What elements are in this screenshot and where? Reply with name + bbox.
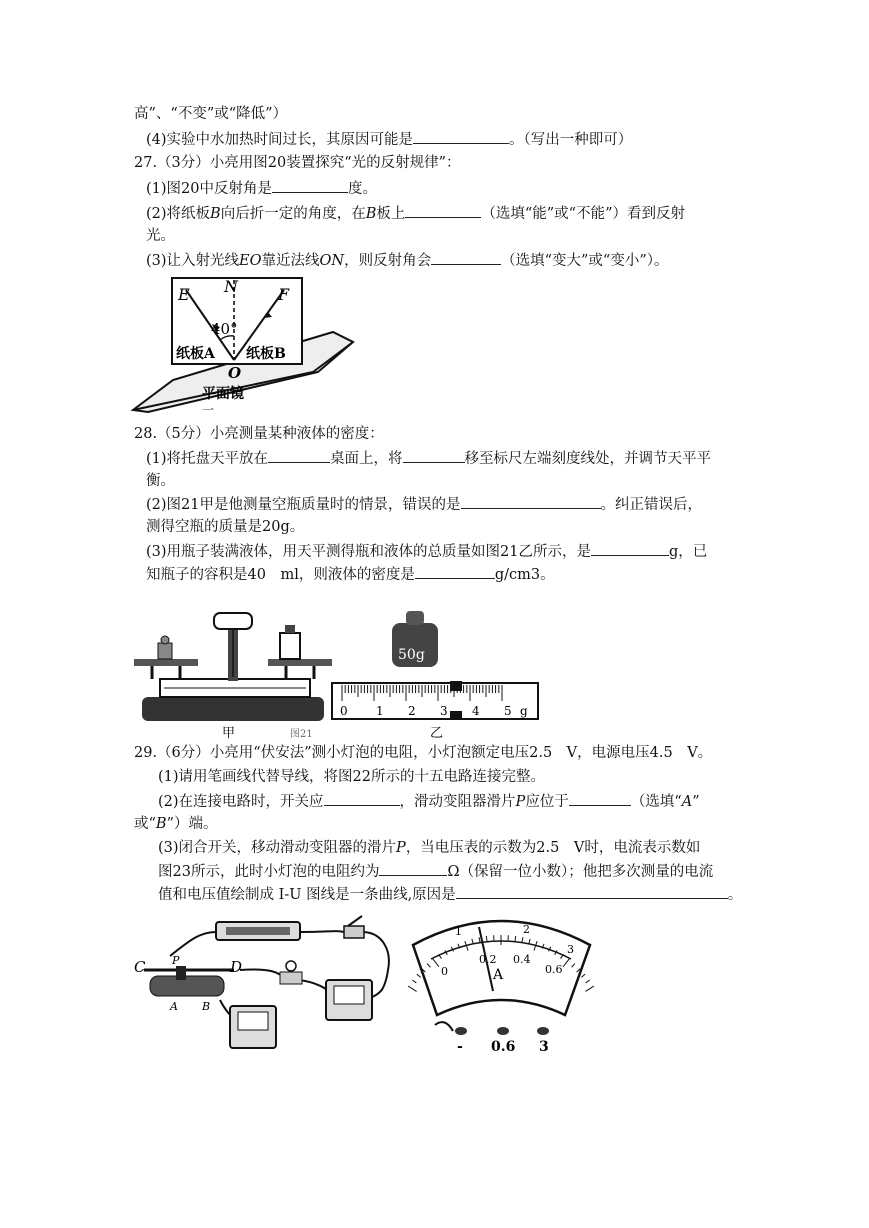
q27-p2-text-e: 板上 <box>376 206 406 222</box>
tick-label-4: 4 <box>472 704 480 718</box>
mirror-label: 平面镜 <box>202 386 244 402</box>
q29-p2-cont-a: 或“ <box>134 816 156 832</box>
lamp-holder <box>280 972 302 984</box>
meter-tick <box>585 986 593 991</box>
q28-p2-text-a: (2)图21甲是他测量空瓶质量时的情景，错误的是 <box>146 497 461 513</box>
q28-part3-cont <box>146 564 555 585</box>
q27-p3-text-a: (3)让入射光线 <box>146 253 240 269</box>
bottom-scale-04: 0.4 <box>513 953 531 966</box>
top-scale-1: 1 <box>455 925 462 938</box>
q27-p1-text: (1)图20中反射角是 <box>146 181 272 197</box>
q27-p2-text-a: (2)将纸板 <box>146 206 211 222</box>
bottom-scale-06: 0.6 <box>545 963 563 976</box>
label-yi: 乙 <box>430 726 444 740</box>
meter-tick <box>486 936 487 941</box>
q28-p3-cont-a: 知瓶子的容积是40 ml，则液体的密度是 <box>146 567 415 583</box>
caption-fragment: 图21 <box>290 729 313 740</box>
q27-p2-text-f: （选填“能”或“不能”）看到反射 <box>481 206 686 222</box>
q29-p2-text-a: (2)在连接电路时，开关应 <box>158 794 324 810</box>
q29-p2-cont-var-b: B <box>155 816 167 832</box>
terminal-label-3: 3 <box>539 1039 549 1055</box>
answer-blank[interactable] <box>456 884 728 899</box>
balance-dial <box>214 613 252 629</box>
board-a-label: 纸板A <box>176 346 215 362</box>
q29-part2-cont <box>134 814 218 834</box>
meter-tick <box>515 936 516 941</box>
terminal-3[interactable] <box>537 1027 549 1035</box>
q29-p2-text-d: 应位于 <box>525 794 569 810</box>
q27-p3-text-c: 靠近法线 <box>261 253 320 269</box>
q29-part3 <box>158 838 700 858</box>
q29-part3-line2 <box>158 861 713 882</box>
q29-p3-text-c: ，当电压表的示数为2.5 V时，电流表示数如 <box>405 840 701 856</box>
q28-p3-text-b: g，已 <box>669 544 708 560</box>
rheostat-slider[interactable] <box>176 966 186 980</box>
meter-tick <box>586 980 590 983</box>
meter-tick <box>581 974 585 977</box>
bottom-scale-0: 0 <box>441 965 448 978</box>
q28-p2-text-b: 。纠正错误后， <box>600 497 702 513</box>
q29-p3-l3-a: 值和电压值绘制成 I-U 图线是一条曲线,原因是 <box>158 887 456 903</box>
q29-heading: 29.（6分）小亮用“伏安法”测小灯泡的电阻，小灯泡额定电压2.5 V，电源电压4.5 V。 <box>134 745 713 761</box>
q28-p3-cont-b: g/cm3。 <box>494 567 555 583</box>
q27-part2-cont: 光。 <box>146 228 175 244</box>
tick-label-0: 0 <box>340 704 348 718</box>
figure-21-balance <box>130 605 550 740</box>
q29-p2-text-b: ，滑动变阻器滑片 <box>399 794 516 810</box>
q29-part3-line3 <box>158 884 742 905</box>
q28-part1-cont: 衡。 <box>146 473 175 489</box>
answer-blank[interactable] <box>324 791 400 806</box>
switch[interactable] <box>344 926 364 938</box>
q26-line-tail: 高”、“不变”或“降低”） <box>134 106 288 122</box>
scale-unit: g <box>520 704 528 718</box>
q27-p3-var-on: ON <box>319 253 345 269</box>
q28-p1-text-c: 移至标尺左端刻度线处，并调节天平平 <box>464 451 712 467</box>
q29-p2-cont-c: ”）端。 <box>166 816 218 832</box>
meter-tick <box>408 986 416 991</box>
q28-part3 <box>146 541 707 562</box>
bottle <box>280 633 300 659</box>
tick-label-1: 1 <box>376 704 384 718</box>
lamp <box>286 961 296 971</box>
q28-part2-cont: 测得空瓶的质量是20g。 <box>146 519 305 535</box>
q26-part4 <box>146 129 632 150</box>
q29-part2 <box>158 791 700 812</box>
tick-label-2: 2 <box>408 704 416 718</box>
q29-p3-l3-b: 。 <box>727 887 743 903</box>
q27-p1-post: 度。 <box>348 181 377 197</box>
q27-p3-var-eo: EO <box>239 253 262 269</box>
q29-part1: (1)请用笔画线代替导线，将图22所示的十五电路连接完整。 <box>158 769 545 785</box>
top-scale-2: 2 <box>523 923 530 936</box>
meter-tick <box>417 974 421 977</box>
q26-p4-text: (4)实验中水加热时间过长，其原因可能是 <box>146 132 414 148</box>
weight-left <box>158 643 172 659</box>
label-p: P <box>172 954 180 967</box>
answer-blank[interactable] <box>272 178 348 193</box>
label-b: B <box>202 1000 211 1013</box>
answer-blank[interactable] <box>431 250 501 265</box>
q27-part2 <box>146 203 685 224</box>
terminal-06[interactable] <box>497 1027 509 1035</box>
q29-p2-var-a: A <box>681 794 693 810</box>
answer-blank[interactable] <box>413 129 509 144</box>
weight-label: 50g <box>398 647 425 663</box>
q29-p3-var-p: P <box>396 840 406 856</box>
label-d: D <box>230 958 243 976</box>
terminal-neg[interactable] <box>455 1027 467 1035</box>
figure-22-circuit <box>130 910 400 1060</box>
top-scale-3: 3 <box>567 943 574 956</box>
q29-p3-text-a: (3)闭合开关，移动滑动变阻器的滑片 <box>158 840 397 856</box>
q28-p1-text-b: 桌面上，将 <box>330 451 403 467</box>
q29-p2-text-g: ” <box>692 794 700 810</box>
answer-blank[interactable] <box>405 203 481 218</box>
answer-blank[interactable] <box>379 861 447 876</box>
q29-p3-l2-b: Ω（保留一位小数）；他把多次测量的电流 <box>447 864 714 880</box>
figure-20-caption: 一 <box>202 403 215 417</box>
q28-heading: 28.（5分）小亮测量某种液体的密度： <box>134 426 384 442</box>
q27-p3-text-e: ，则反射角会 <box>344 253 432 269</box>
q28-part1 <box>146 448 711 469</box>
rider[interactable] <box>450 681 462 691</box>
label-n: N <box>224 277 238 296</box>
meter-tick <box>412 980 416 983</box>
terminal-label-06: 0.6 <box>491 1039 516 1055</box>
q27-p2-text-c: 向后折一定的角度，在 <box>220 206 366 222</box>
q27-part1 <box>146 178 377 199</box>
figure-23-ammeter <box>405 905 600 1065</box>
answer-blank[interactable] <box>415 564 495 579</box>
q29-p3-l2-a: 图23所示，此时小灯泡的电阻约为 <box>158 864 380 880</box>
meter-unit: A <box>493 967 504 983</box>
answer-blank[interactable] <box>569 791 631 806</box>
bottom-scale-02: 0.2 <box>479 953 497 966</box>
q27-p2-var-b: B <box>210 206 221 222</box>
label-c: C <box>134 958 146 976</box>
tick-label-3: 3 <box>440 704 448 718</box>
left-pan <box>134 659 198 666</box>
label-jia: 甲 <box>222 726 236 740</box>
label-e: E <box>178 285 190 304</box>
board-b-label: 纸板B <box>246 346 286 362</box>
q29-p2-text-e: （选填“ <box>630 794 682 810</box>
q29-p2-var-p: P <box>515 794 526 810</box>
rheostat <box>150 976 224 996</box>
answer-blank[interactable] <box>268 448 330 463</box>
right-pan <box>268 659 332 666</box>
label-f: F <box>278 285 290 304</box>
balance-base <box>142 697 324 721</box>
answer-blank[interactable] <box>591 541 669 556</box>
q27-heading: 27.（3分）小亮用图20装置探究“光的反射规律”： <box>134 155 461 171</box>
q28-p1-text-a: (1)将托盘天平放在 <box>146 451 269 467</box>
answer-blank[interactable] <box>403 448 465 463</box>
q28-part2 <box>146 494 702 515</box>
answer-blank[interactable] <box>461 494 601 509</box>
q27-part3 <box>146 250 669 271</box>
label-o: O <box>228 364 242 382</box>
q27-p2-var-d: B <box>365 206 377 222</box>
figure-20-reflection <box>128 272 358 417</box>
q28-p3-text-a: (3)用瓶子装满液体，用天平测得瓶和液体的总质量如图21乙所示，是 <box>146 544 591 560</box>
q26-p4-post: 。（写出一种即可） <box>509 132 633 148</box>
angle-label: 40° <box>211 320 238 338</box>
terminal-label-neg: - <box>457 1039 463 1055</box>
label-a: A <box>170 1000 178 1013</box>
q27-p3-text-f: （选填“变大”或“变小”）。 <box>501 253 669 269</box>
tick-label-5: 5 <box>504 704 512 718</box>
